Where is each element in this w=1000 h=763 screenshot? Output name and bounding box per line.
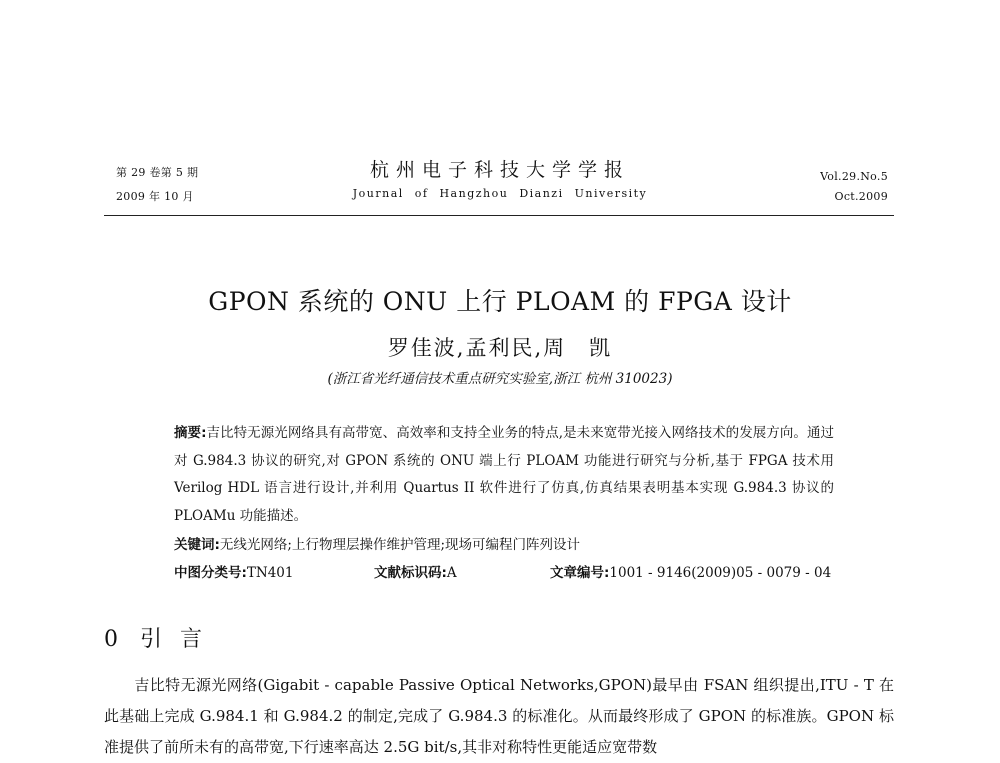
header-rule (104, 215, 894, 216)
article-number (550, 561, 831, 581)
journal-title-en: Journal of Hangzhou Dianzi University (352, 187, 648, 200)
body-paragraph (104, 670, 894, 763)
abstract-text: 吉比特无源光网络具有高带宽、高效率和支持全业务的特点,是未来宽带光接入网络技术的发展方向。通过对 G.984.3 协议的研究,对 GPON 系统的 ONU 端上行 PLOAM 功能进行研究与分析,基于 FPGA 技术用 Verilog HDL 语言进行设计,并利用 Quartus II 软件进行了仿真,仿真结果表明基本实现 G.984.3 协议的 PLOAMu 功能描述。 (174, 425, 834, 524)
section-number: 0 (104, 627, 118, 652)
article-title: GPON 系统的 ONU 上行 PLOAM 的 FPGA 设计 (208, 287, 792, 316)
abstract-label: 摘要: (174, 425, 207, 441)
section-title: 引言 (140, 627, 221, 652)
abstract (174, 420, 834, 530)
journal-title-cn: 杭州电子科技大学学报 (369, 159, 630, 181)
volume-issue-cn: 第 29 卷第 5 期 (116, 166, 199, 179)
volume-issue-en: Vol.29.No.5 (820, 170, 888, 183)
author-affiliation: (浙江省光纤通信技术重点研究实验室,浙江 杭州 310023) (327, 371, 673, 387)
keywords (174, 533, 834, 553)
doc-code-label: 文献标识码: (374, 565, 447, 581)
publication-date-cn: 2009 年 10 月 (116, 190, 194, 203)
author-list: 罗佳波,孟利民,周 凯 (387, 336, 613, 360)
document-code (374, 561, 457, 581)
publication-date-en: Oct.2009 (834, 190, 888, 203)
keywords-text: 无线光网络;上行物理层操作维护管理;现场可编程门阵列设计 (219, 537, 581, 553)
clc-label: 中图分类号: (174, 565, 247, 581)
section-heading (104, 622, 220, 653)
clc-value: TN401 (246, 565, 294, 581)
doc-code-value: A (446, 565, 457, 581)
keywords-label: 关键词: (174, 537, 220, 553)
article-number-label: 文章编号: (550, 565, 610, 581)
body-paragraph-text: 吉比特无源光网络(Gigabit - capable Passive Optical Networks,GPON)最早由 FSAN 组织提出,ITU - T 在此基础上完成 G.984.1 和 G.984.2 的制定,完成了 G.984.3 的标准化。从而最终形成了 GPON 的标准族。GPON 标准提供了前所未有的高带宽,下行速率高达 2.5G bit/s,其非对称特性更能适应宽带数 (104, 676, 894, 756)
article-number-value: 1001 - 9146(2009)05 - 0079 - 04 (609, 565, 832, 581)
clc-number (174, 561, 294, 581)
